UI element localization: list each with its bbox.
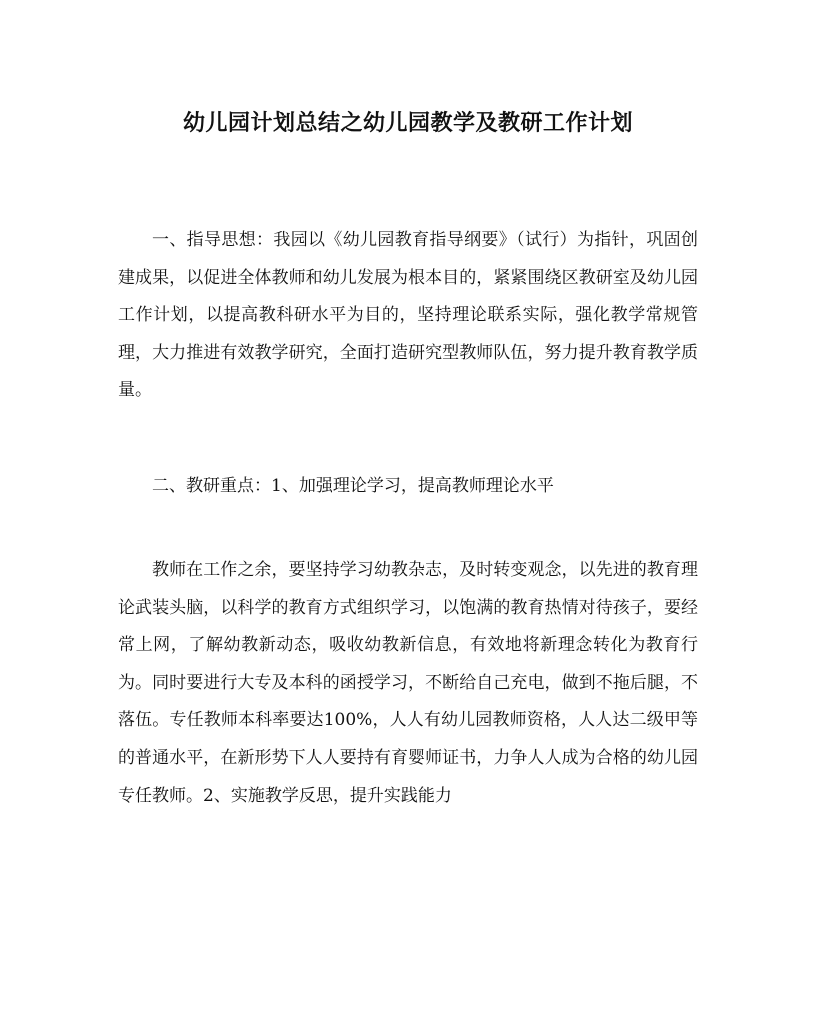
paragraph-guiding-ideology: 一、指导思想：我园以《幼儿园教育指导纲要》（试行）为指针，巩固创建成果，以促进全体教师和幼儿发展为根本目的，紧紧围绕区教研室及幼儿园工作计划，以提高教科研水平为目的，坚持理论联系实际，强化教学常规管理，大力推进有效教学研究，全面打造研究型教师队伍，努力提升教育教学质量。	[118, 230, 698, 401]
document-title: 幼儿园计划总结之幼儿园教学及教研工作计划	[182, 110, 633, 136]
paragraph-research-focus: 二、教研重点：1、加强理论学习，提高教师理论水平	[152, 476, 554, 496]
paragraph-teacher-study: 教师在工作之余，要坚持学习幼教杂志，及时转变观念，以先进的教育理论武装头脑，以科学的教育方式组织学习，以饱满的教育热情对待孩子，要经常上网，了解幼教新动态，吸收幼教新信息，有效地将新理念转化为教育行为。同时要进行大专及本科的函授学习，不断给自己充电，做到不拖后腿，不落伍。专任教师本科率要达100%，人人有幼儿园教师资格，人人达二级甲等的普通水平，在新形势下人人要持有育婴师证书，力争人人成为合格的幼儿园专任教师。2、实施教学反思，提升实践能力	[118, 560, 698, 806]
